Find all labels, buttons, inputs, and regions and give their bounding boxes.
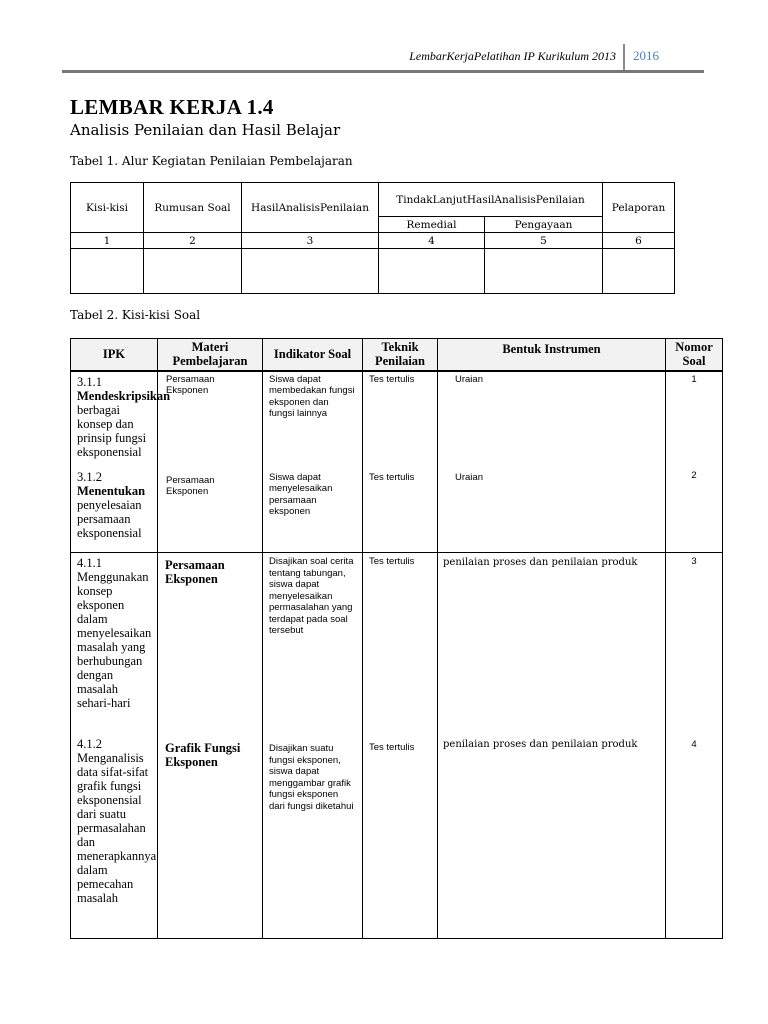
document-subtitle: Analisis Penilaian dan Hasil Belajar <box>70 121 341 139</box>
t1-num: 5 <box>485 233 603 249</box>
table1-caption: Tabel 1. Alur Kegiatan Penilaian Pembelajaran <box>70 154 353 168</box>
t1-header-kisi: Kisi-kisi <box>71 183 144 233</box>
document-title: LEMBAR KERJA 1.4 <box>70 95 274 119</box>
t1-num: 4 <box>379 233 485 249</box>
t2-header-ipk: IPK <box>71 339 158 371</box>
t1-empty-cell <box>144 249 242 294</box>
t1-header-hasil: HasilAnalisisPenilaian <box>242 183 379 233</box>
ipk-verb: Menentukan <box>77 483 146 498</box>
t2-ipk-cell <box>71 553 158 939</box>
t2-materi-cell <box>158 553 263 939</box>
teknik-text: Tes tertulis <box>369 373 415 385</box>
indikator-text: Siswa dapat menyelesaikan persamaan eksponen <box>269 471 333 517</box>
nomor-text: 1 <box>691 373 697 385</box>
indikator-text: Disajikan soal cerita tentang tabungan, siswa dapat menyelesaikan permasalahan yang terdapat pada soal tersebut <box>269 556 354 636</box>
nomor-text: 3 <box>691 556 697 567</box>
ipk-text: penyelesaian persamaan eksponensial <box>77 497 142 540</box>
ipk-number: 4.1.1 <box>77 556 102 570</box>
t1-empty-cell <box>485 249 603 294</box>
bentuk-text: penilaian proses dan penilaian produk <box>443 557 638 568</box>
t2-nomor-cell <box>666 371 723 553</box>
t2-indikator-cell <box>263 371 363 553</box>
t1-header-pelaporan: Pelaporan <box>603 183 675 233</box>
t1-header-remedial: Remedial <box>379 217 485 233</box>
t2-bentuk-cell <box>438 553 666 939</box>
t1-num: 3 <box>242 233 379 249</box>
ipk-number: 4.1.2 <box>77 737 102 751</box>
teknik-text: Tes tertulis <box>369 742 415 753</box>
t2-header-teknik: Teknik Penilaian <box>363 339 438 371</box>
indikator-text: Disajikan suatu fungsi eksponen, siswa dapat menggambar grafik fungsi eksponen dari fungsi diketahui <box>269 743 354 812</box>
t1-empty-cell <box>379 249 485 294</box>
header-divider <box>623 44 625 70</box>
t2-header-materi: Materi Pembelajaran <box>158 339 263 371</box>
teknik-text: Tes tertulis <box>369 556 415 567</box>
header-rule <box>62 70 704 73</box>
table1 <box>70 182 675 294</box>
ipk-text: berbagai konsep dan prinsip fungsi eksponensial <box>77 402 147 459</box>
t1-empty-cell <box>71 249 144 294</box>
t2-materi-cell <box>158 371 263 553</box>
materi-text: Persamaan Eksponen <box>166 474 215 497</box>
t1-header-rumusan: Rumusan Soal <box>144 183 242 233</box>
ipk-text: Menganalisis data sifat-sifat grafik fungsi eksponensial dari suatu permasalahan dan menerapkannya dalam pemecahan masalah <box>77 751 157 905</box>
materi-text: Grafik Fungsi Eksponen <box>165 741 241 769</box>
t1-empty-cell <box>603 249 675 294</box>
teknik-text: Tes tertulis <box>369 471 415 483</box>
bentuk-text: Uraian <box>455 471 483 483</box>
t1-empty-cell <box>242 249 379 294</box>
ipk-number: 3.1.1 <box>77 374 102 389</box>
t1-num: 1 <box>71 233 144 249</box>
running-header: LembarKerjaPelatihan IP Kurikulum 2013 <box>409 49 616 63</box>
t2-header-indikator: Indikator Soal <box>263 339 363 371</box>
t2-nomor-cell <box>666 553 723 939</box>
t2-header-nomor: Nomor Soal <box>666 339 723 371</box>
ipk-verb: Mendeskripsikan <box>77 388 171 403</box>
table2-caption: Tabel 2. Kisi-kisi Soal <box>70 308 201 322</box>
nomor-text: 2 <box>691 469 697 481</box>
t1-header-pengayaan: Pengayaan <box>485 217 603 233</box>
t2-bentuk-cell <box>438 371 666 553</box>
t2-ipk-cell <box>71 371 171 553</box>
t2-indikator-cell <box>263 553 363 939</box>
header-year: 2016 <box>633 48 659 63</box>
t1-num: 6 <box>603 233 675 249</box>
t1-header-tindak: TindakLanjutHasilAnalisisPenilaian <box>379 183 603 217</box>
ipk-number: 3.1.2 <box>77 469 102 484</box>
nomor-text: 4 <box>691 739 697 750</box>
bentuk-text: penilaian proses dan penilaian produk <box>443 739 638 750</box>
t2-header-bentuk: Bentuk Instrumen <box>438 339 666 371</box>
table2 <box>70 338 723 939</box>
t1-num: 2 <box>144 233 242 249</box>
materi-text: Persamaan Eksponen <box>165 558 225 586</box>
bentuk-text: Uraian <box>455 373 483 385</box>
ipk-text: Menggunakan konsep eksponen dalam menyelesaikan masalah yang berhubungan dengan masalah sehari-hari <box>77 570 152 710</box>
indikator-text: Siswa dapat membedakan fungsi eksponen dan fungsi lainnya <box>269 373 355 419</box>
materi-text: Persamaan Eksponen <box>166 373 215 396</box>
t2-teknik-cell <box>363 553 438 939</box>
t2-teknik-cell <box>363 371 438 553</box>
